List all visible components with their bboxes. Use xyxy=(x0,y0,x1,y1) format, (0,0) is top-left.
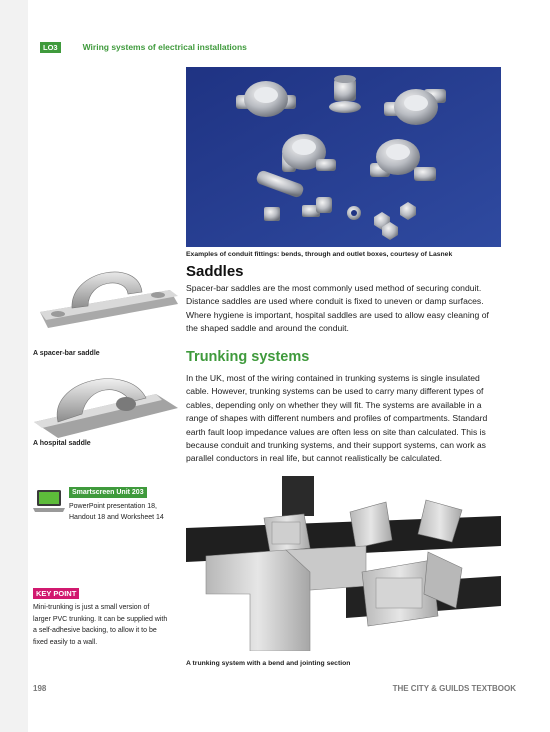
trunking-body: In the UK, most of the wiring contained in trunking systems is single insulated cable. However, trunking systems can be used to carry many different types of cables, depending only on whether they will fit. The systems are available in a range of shapes with different numbers and profiles of compartments. Standard earth fault loop impedance values are often less on site than calculated. This is because conduit and trunking systems, and their support systems, can work as parallel conductors in real life, but cannot realistically be calculated. xyxy=(186,373,488,464)
hospital-saddle-caption: A hospital saddle xyxy=(33,440,91,447)
page-header xyxy=(40,41,247,53)
trunking-photo-caption: A trunking system with a bend and jointing section xyxy=(186,660,351,667)
spacer-bar-saddle-figure xyxy=(30,250,180,345)
header-title: Wiring systems of electrical installations xyxy=(82,42,247,52)
trunking-system-photo xyxy=(186,476,501,651)
laptop-icon xyxy=(33,489,65,513)
smartscreen-badge: Smartscreen Unit 203 xyxy=(69,487,147,498)
trunking-heading: Trunking systems xyxy=(186,349,310,365)
key-point-text: Mini-trunking is just a small version of larger PVC trunking. It can be supplied with a self-adhesive backing, to allow it to be fixed easily to a wall. xyxy=(33,604,168,646)
saddles-body: Spacer-bar saddles are the most commonly used method of securing conduit. Distance saddles are used where conduit is fixed to uneven or damp surfaces. Where hygiene is important, hospital saddles are used to allow easy cleaning of the shaped saddle and around the conduit. xyxy=(186,283,489,334)
lo-badge: LO3 xyxy=(40,42,61,53)
conduit-fittings-caption: Examples of conduit fittings: bends, through and outlet boxes, courtesy of Lasnek xyxy=(186,251,453,258)
left-margin-column xyxy=(0,0,28,732)
conduit-fittings-photo xyxy=(186,67,501,247)
page-number: 198 xyxy=(33,684,47,693)
smartscreen-text: PowerPoint presentation 18, Handout 18 and Worksheet 14 xyxy=(69,503,164,521)
spacer-bar-caption: A spacer-bar saddle xyxy=(33,350,100,357)
key-point-badge: KEY POINT xyxy=(33,588,79,599)
saddles-heading: Saddles xyxy=(186,263,244,280)
hospital-saddle-figure xyxy=(28,362,180,440)
book-title: THE CITY & GUILDS TEXTBOOK xyxy=(392,684,516,693)
